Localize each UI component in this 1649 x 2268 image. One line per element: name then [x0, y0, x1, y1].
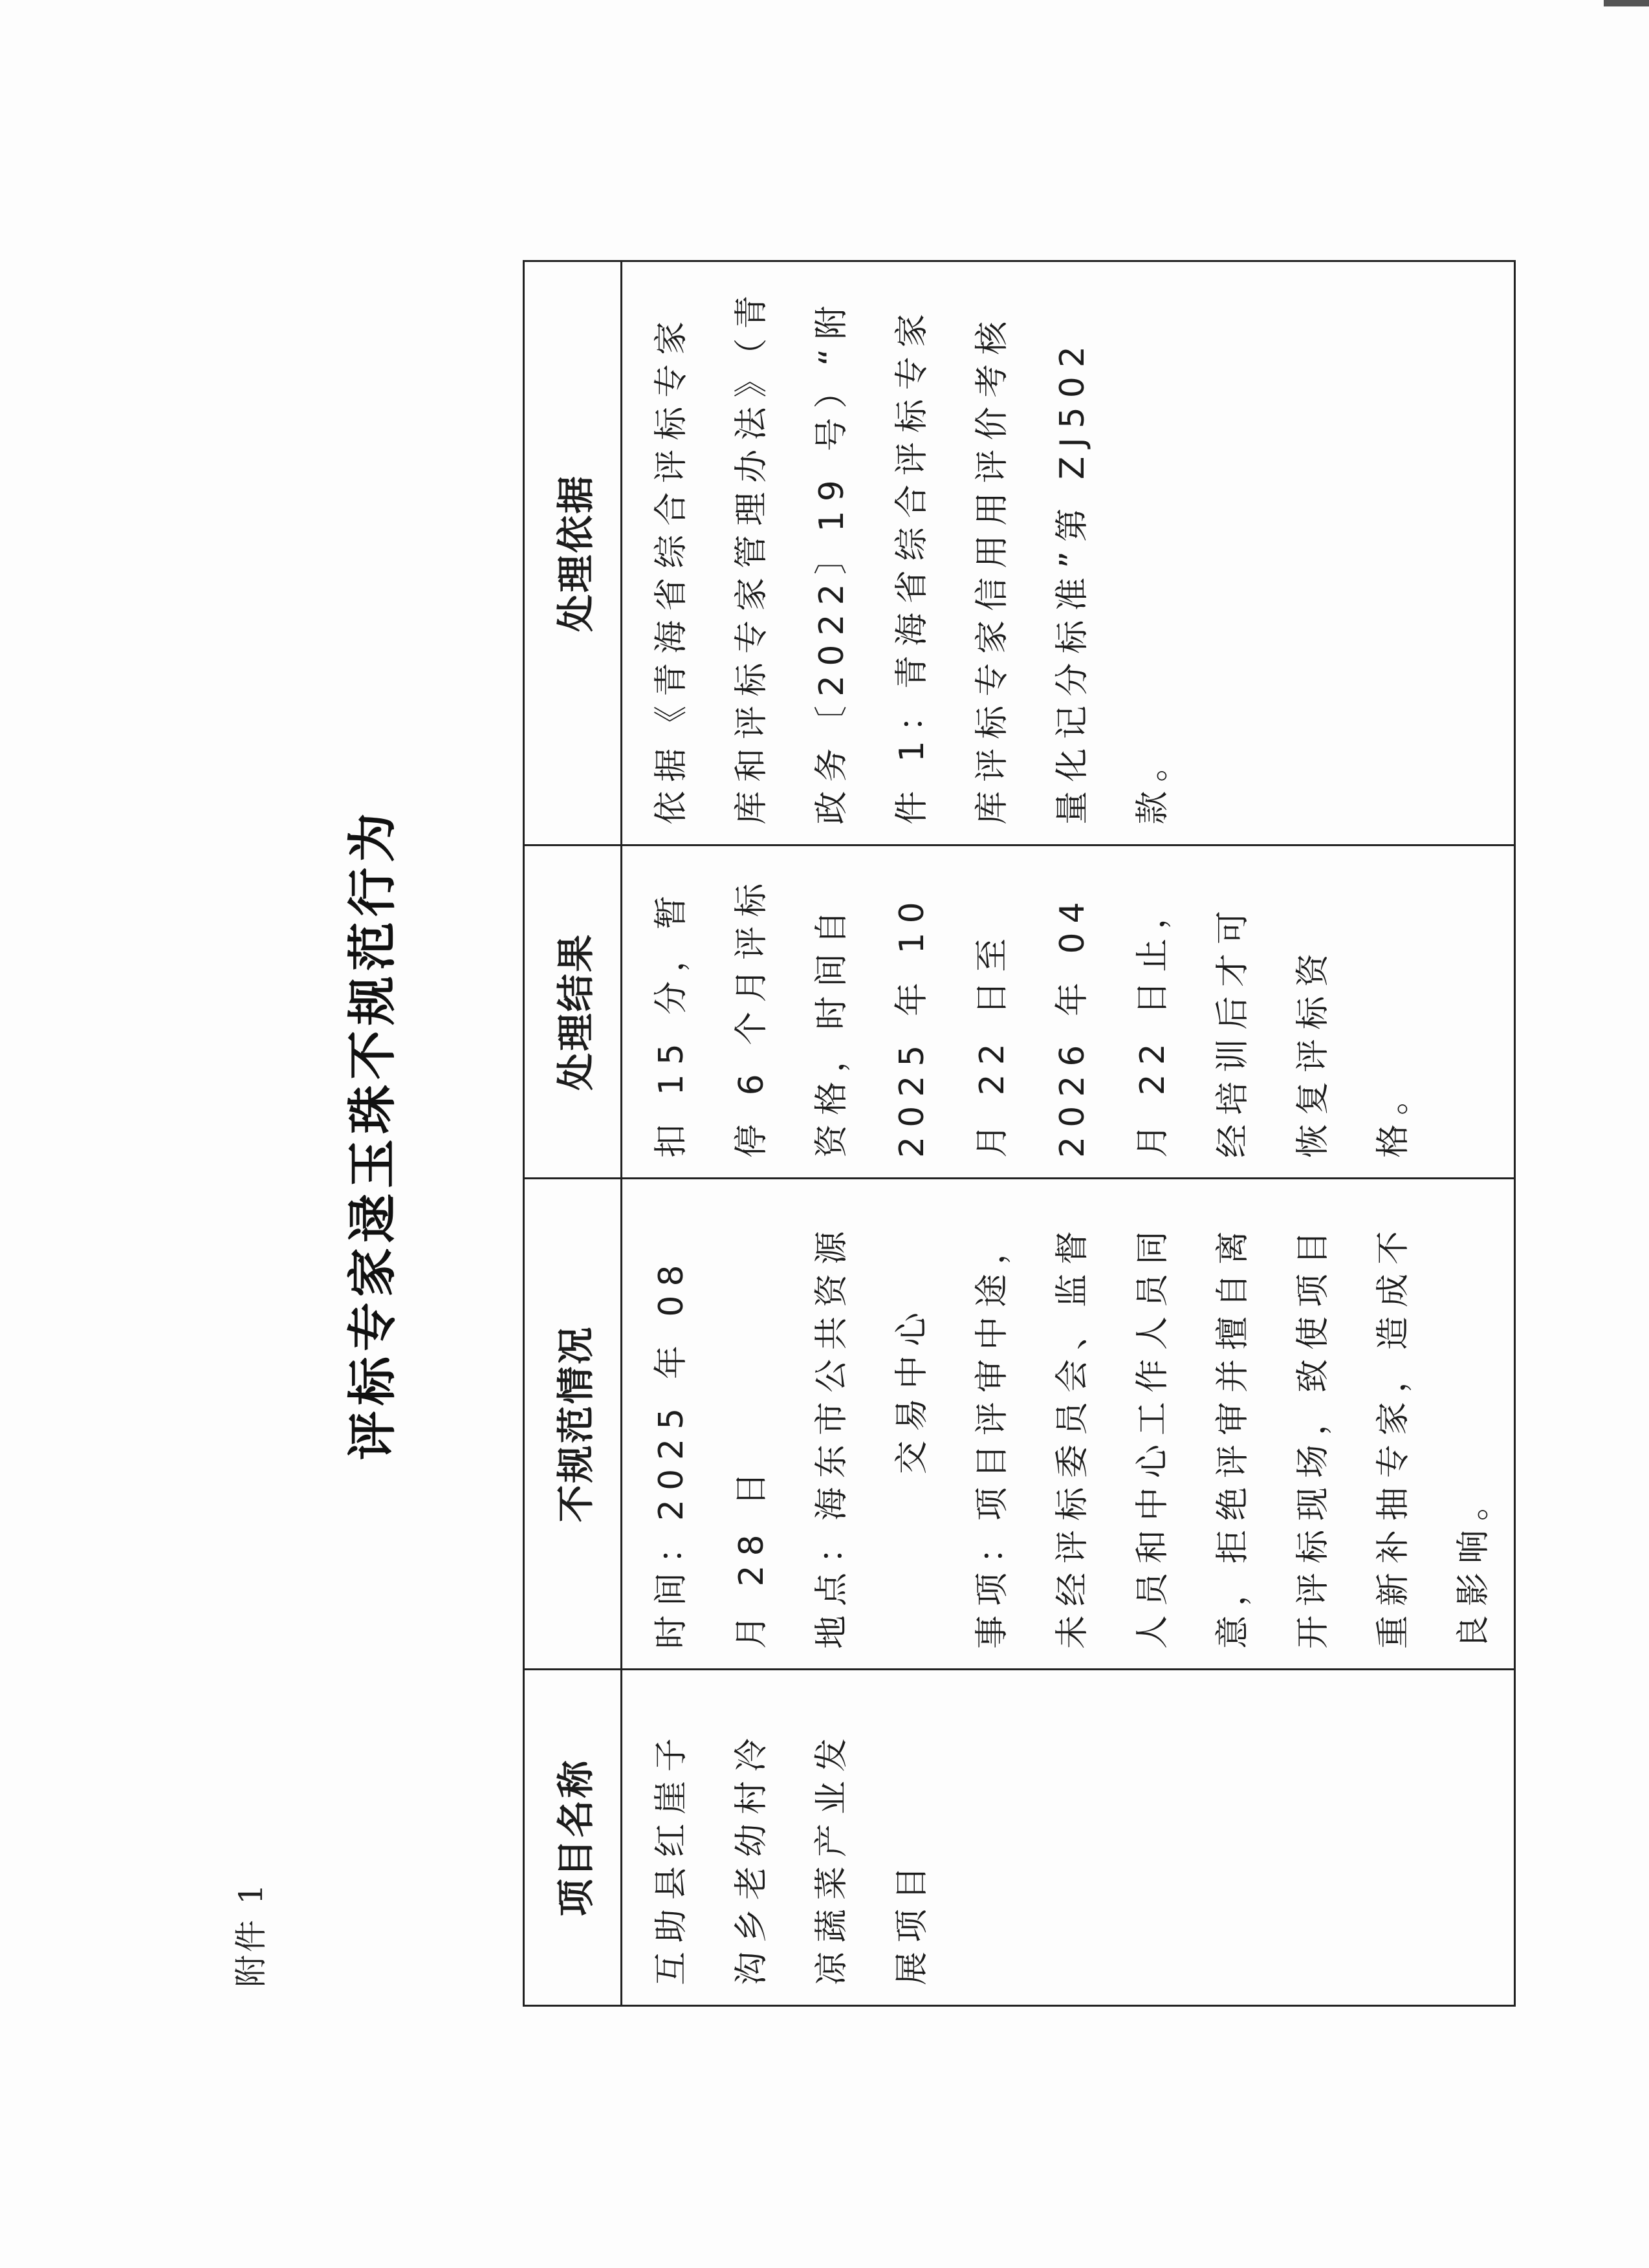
situation-time: 时间：2025 年 08 月 28 日	[652, 1256, 771, 1649]
situation-matter: 事项：项目评审中途，未经评标委员会、监督人员和中心工作人员同意，拒绝评审并擅自离开评标现场，致使项目重新补抽专家，造成不良影响。	[973, 1221, 1493, 1649]
attachment-label: 附件 1	[232, 1881, 270, 1987]
header-result: 处理结果	[524, 845, 622, 1178]
page-title: 评标专家逯玉珠不规范行为	[344, 808, 401, 1460]
header-project-name: 项目名称	[524, 1669, 622, 2005]
situation-place-cont: 交易中心	[893, 1303, 932, 1474]
table-header-row	[524, 261, 622, 2006]
header-situation: 不规范情况	[524, 1178, 622, 1669]
cell-basis: 依据《青海省综合评标专家库和评标专家管理办法》（青政务〔2022〕19 号）“附件 1：青海省综合评标专家库评标专家信用用评价考核量化记分标准”第 ZJ502 款。	[622, 261, 1515, 845]
violation-table	[523, 260, 1516, 2007]
cell-project-name: 互助县红崖子沟乡老幼村冷凉蔬菜产业发展项目	[622, 1669, 1515, 2005]
header-basis: 处理依据	[524, 261, 622, 845]
cell-result: 扣 15 分，暂停 6 个月评标资格，时间自 2025 年 10 月 22 日至 2026 年 04 月 22 日止，经培训后才可恢复评标资格。	[622, 845, 1515, 1178]
table-row	[622, 261, 1515, 2006]
situation-place: 地点：海东市公共资源	[813, 1221, 851, 1649]
cell-situation	[622, 1178, 1515, 1669]
